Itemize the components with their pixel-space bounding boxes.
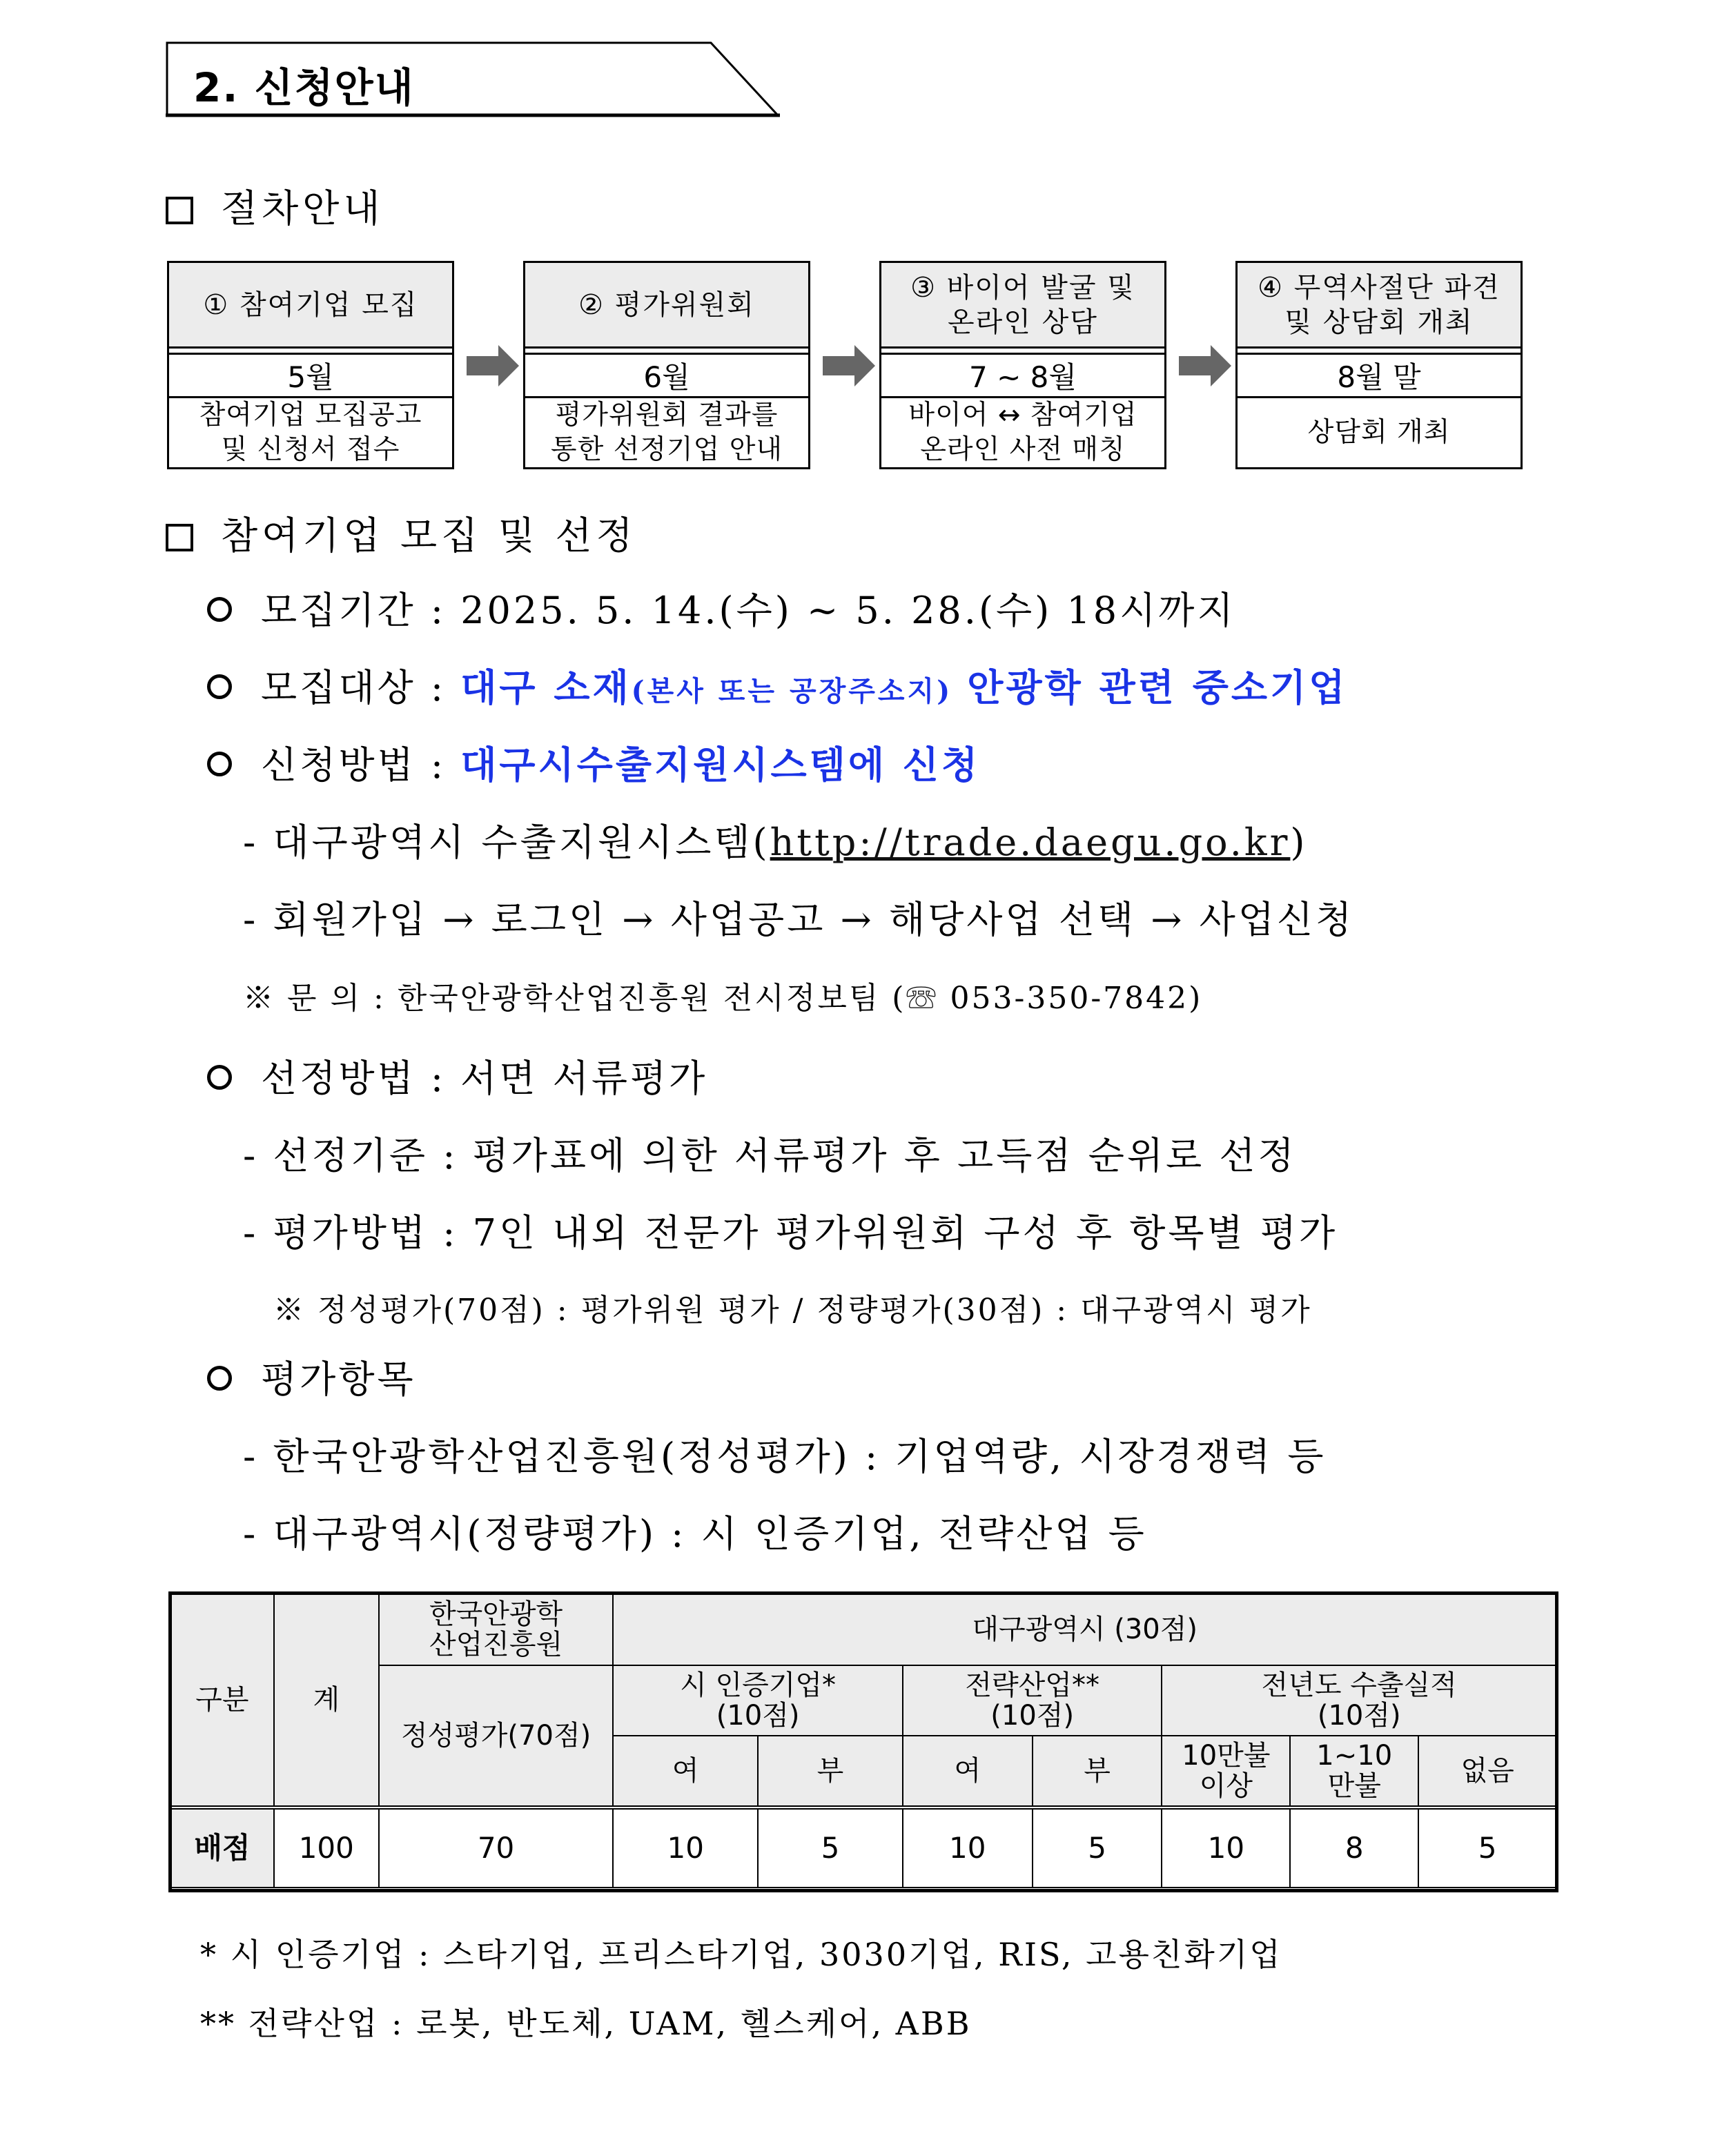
flow-line: - 회원가입 → 로그인 → 사업공고 → 해당사업 선택 → 사업신청 [243, 898, 1355, 941]
header-cert-yes: 여 [613, 1736, 758, 1807]
selection-note: ※ 정성평가(70점) : 평가위원 평가 / 정량평가(30점) : 대구광역시 평가 [273, 1293, 1312, 1328]
period-label: 모집기간 : [261, 589, 447, 632]
step-title: ① 참여기업 모집 [169, 263, 452, 349]
step-month: 6월 [525, 353, 808, 398]
header-kopti: 한국안광학 산업진흥원 [379, 1594, 614, 1665]
system-line [243, 813, 1308, 866]
step-title: ④ 무역사절단 파견 및 상담회 개최 [1238, 263, 1521, 349]
inquiry-line [243, 973, 1202, 1017]
target-line [207, 658, 1347, 712]
footnote-2: ** 전략산업 : 로봇, 반도체, UAM, 헬스케어, ABB [200, 2005, 972, 2042]
system-url-link[interactable]: http://trade.daegu.go.kr [770, 821, 1291, 864]
row-label: 배점 [170, 1807, 274, 1888]
inquiry-prefix: ※ 문 의 : 한국안광학산업진흥원 전시정보팀 ( [243, 981, 906, 1016]
score-table [170, 1593, 1557, 1888]
step-month: 8월 말 [1238, 353, 1521, 398]
header-export-2: 1~10 만불 [1290, 1736, 1418, 1807]
inquiry-phone: 053-350-7842) [950, 981, 1203, 1016]
target-value-region: 대구 소재 [460, 665, 632, 709]
step-desc: 참여기업 모집공고 및 신청서 접수 [199, 400, 422, 465]
target-value-note: (본사 또는 공장주소지) [631, 675, 953, 707]
header-category: 구분 [170, 1594, 274, 1807]
section-title-tab [166, 40, 780, 117]
cell-strategic-yes: 10 [903, 1807, 1033, 1888]
step-title: ③ 바이어 발굴 및 온라인 상담 [881, 263, 1164, 349]
process-step-2 [523, 261, 810, 469]
system-prefix: - 대구광역시 수출지원시스템( [243, 821, 770, 864]
items-label: 평가항목 [261, 1358, 416, 1401]
bullet-circle-icon [207, 597, 232, 622]
footnote-1: * 시 인증기업 : 스타기업, 프리스타기업, 3030기업, RIS, 고용친화기업 [200, 1936, 1282, 1973]
bullet-circle-icon [207, 1366, 232, 1391]
header-daegu: 대구광역시 (30점) [613, 1594, 1556, 1665]
checkbox-icon [166, 197, 193, 224]
header-export-1: 10만불 이상 [1162, 1736, 1290, 1807]
process-step-3 [879, 261, 1166, 469]
header-strategic-no: 부 [1033, 1736, 1162, 1807]
table-row [170, 1807, 1556, 1888]
arrow-right-icon [1179, 345, 1231, 386]
eval-item-1: - 한국안광학산업진흥원(정성평가) : 기업역량, 시장경쟁력 등 [243, 1435, 1327, 1478]
eval-item-2: - 대구광역시(정량평가) : 시 인증기업, 전략산업 등 [243, 1512, 1147, 1556]
cell-total: 100 [274, 1807, 379, 1888]
period-value: 2025. 5. 14.(수) ~ 5. 28.(수) 18시까지 [460, 589, 1236, 632]
selection-criteria: - 선정기준 : 평가표에 의한 서류평가 후 고득점 순위로 선정 [243, 1134, 1297, 1177]
selection-method: - 평가방법 : 7인 내외 전문가 평가위원회 구성 후 항목별 평가 [243, 1211, 1338, 1255]
target-value-type: 안광학 관련 중소기업 [967, 665, 1348, 709]
step-month: 7 ~ 8월 [881, 353, 1164, 398]
method-line [207, 736, 980, 789]
recruit-heading [166, 505, 637, 560]
step-desc: 평가위원회 결과를 통한 선정기업 안내 [550, 400, 783, 465]
header-cert: 시 인증기업* (10점) [613, 1665, 903, 1736]
procedure-heading [166, 178, 384, 233]
header-strategic: 전략산업** (10점) [903, 1665, 1162, 1736]
arrow-right-icon [823, 345, 875, 386]
cell-export-3: 5 [1418, 1807, 1556, 1888]
recruit-heading-text: 참여기업 모집 및 선정 [221, 513, 637, 558]
procedure-heading-text: 절차안내 [221, 186, 384, 231]
cell-cert-yes: 10 [613, 1807, 758, 1888]
selection-label: 선정방법 : 서면 서류평가 [261, 1057, 708, 1100]
phone-icon: ☏ [906, 981, 939, 1016]
step-title: ② 평가위원회 [525, 263, 808, 349]
step-month: 5월 [169, 353, 452, 398]
method-value: 대구시수출지원시스템에 신청 [460, 743, 981, 787]
step-desc: 바이어 ↔ 참여기업 온라인 사전 매칭 [908, 400, 1137, 465]
header-strategic-yes: 여 [903, 1736, 1033, 1807]
cell-kopti: 70 [379, 1807, 614, 1888]
selection-line [207, 1049, 707, 1102]
bullet-circle-icon [207, 752, 232, 776]
cell-cert-no: 5 [758, 1807, 903, 1888]
header-kopti-sub: 정성평가(70점) [379, 1665, 614, 1807]
process-step-1 [167, 261, 454, 469]
bullet-circle-icon [207, 674, 232, 699]
step-desc: 상담회 개최 [1307, 417, 1451, 448]
header-cert-no: 부 [758, 1736, 903, 1807]
process-step-4 [1235, 261, 1523, 469]
items-line [207, 1350, 416, 1403]
header-total: 계 [274, 1594, 379, 1807]
cell-export-2: 8 [1290, 1807, 1418, 1888]
cell-export-1: 10 [1162, 1807, 1290, 1888]
checkbox-icon [166, 524, 193, 551]
section-title: 2. 신청안내 [193, 64, 415, 111]
period-line [207, 581, 1236, 634]
target-label: 모집대상 : [261, 666, 447, 709]
header-export: 전년도 수출실적 (10점) [1162, 1665, 1556, 1736]
bullet-circle-icon [207, 1065, 232, 1090]
cell-strategic-no: 5 [1033, 1807, 1162, 1888]
system-suffix: ) [1290, 821, 1308, 864]
header-export-3: 없음 [1418, 1736, 1556, 1807]
method-label: 신청방법 : [261, 743, 447, 787]
arrow-right-icon [467, 345, 519, 386]
